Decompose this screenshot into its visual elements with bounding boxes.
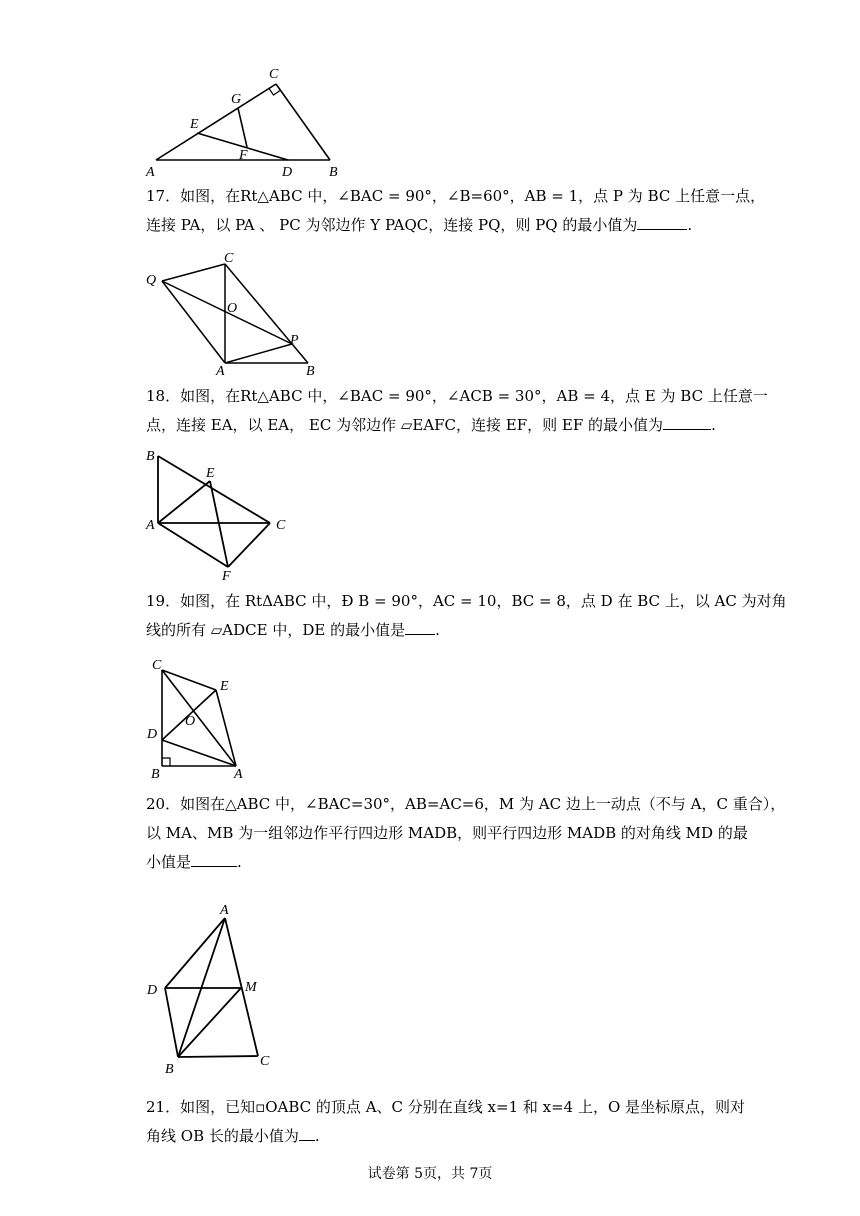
label-d: D — [147, 983, 158, 998]
question-19-line-2-text: 线的所有 ▱ADCE 中，DE 的最小值是 — [146, 621, 406, 639]
label-b: B — [146, 449, 155, 464]
label-f: F — [239, 148, 248, 163]
answer-blank — [299, 1124, 315, 1141]
label-a: A — [234, 767, 243, 782]
figure-triangle-acb — [140, 62, 350, 180]
label-m: M — [245, 980, 257, 995]
label-a: A — [220, 903, 229, 918]
answer-blank — [663, 413, 711, 430]
question-21-end: . — [314, 1127, 320, 1145]
label-c: C — [276, 518, 286, 533]
question-21-line-2-text: 角线 OB 长的最小值为 — [146, 1127, 299, 1145]
question-19-line-2 — [146, 616, 726, 645]
question-17-line-1: 17．如图，在Rt△ABC 中，∠BAC = 90°，∠B=60°，AB = 1，点 P 为 BC 上任意一点， — [146, 187, 766, 205]
label-b: B — [151, 767, 160, 782]
question-21-line-1: 21．如图，已知▫OABC 的顶点 A、C 分别在直线 x=1 和 x=4 上，O 是坐标原点，则对 — [146, 1098, 746, 1116]
question-20-end: . — [237, 853, 242, 871]
label-c: C — [269, 67, 279, 82]
label-e: E — [220, 679, 229, 694]
label-d: D — [282, 165, 293, 180]
label-o: O — [227, 301, 238, 316]
label-a: A — [146, 165, 155, 180]
label-p: P — [290, 333, 299, 348]
label-g: G — [231, 92, 242, 107]
label-f: F — [222, 569, 231, 584]
question-20 — [146, 790, 786, 877]
label-o: O — [185, 714, 196, 729]
label-c: C — [224, 251, 234, 266]
question-21-line-2 — [146, 1122, 726, 1151]
label-e: E — [190, 117, 199, 132]
figure-parallelogram-adce — [140, 654, 260, 782]
label-b: B — [306, 364, 315, 379]
question-17-line-2-text: 连接 PA，以 PA 、 PC 为邻边作 Y PAQC，连接 PQ，则 PQ 的最小值为 — [146, 216, 638, 234]
question-17-line-2 — [146, 211, 726, 240]
question-18-line-1: 18．如图，在Rt△ABC 中，∠BAC = 90°，∠ACB = 30°，AB = 4，点 E 为 BC 上任意一 — [146, 387, 768, 405]
figure-parallelogram-eafc — [140, 446, 300, 584]
answer-blank — [405, 618, 435, 635]
question-18-end: . — [711, 416, 716, 434]
question-21 — [146, 1093, 746, 1151]
label-e: E — [206, 466, 215, 481]
question-20-line-1: 20．如图在△ABC 中，∠BAC=30°，AB=AC=6，M 为 AC 边上一动点（不与 A，C 重合）， — [146, 795, 786, 813]
question-20-line-3 — [146, 848, 726, 877]
question-20-line-3-text: 小值是 — [146, 853, 192, 871]
label-d: D — [147, 727, 158, 742]
label-b: B — [329, 165, 338, 180]
figure-parallelogram-paqc — [140, 248, 330, 380]
answer-blank — [637, 213, 687, 230]
question-18 — [146, 382, 768, 440]
label-c: C — [260, 1054, 270, 1069]
question-18-line-2 — [146, 411, 726, 440]
question-17-end: . — [687, 216, 693, 234]
question-19-end: . — [435, 621, 440, 639]
answer-blank — [191, 850, 237, 867]
question-17 — [146, 182, 766, 240]
label-q: Q — [146, 273, 157, 288]
figure-parallelogram-madb — [140, 897, 280, 1079]
label-b: B — [165, 1062, 174, 1077]
question-19 — [146, 587, 787, 645]
question-18-line-2-text: 点，连接 EA，以 EA， EC 为邻边作 ▱EAFC，连接 EF，则 EF 的最小值为 — [146, 416, 664, 434]
page-footer: 试卷第 5页，共 7页 — [367, 1166, 493, 1182]
question-20-line-2: 以 MA、MB 为一组邻边作平行四边形 MADB，则平行四边形 MADB 的对角线 MD 的最 — [146, 824, 748, 842]
label-c: C — [152, 658, 162, 673]
label-a: A — [146, 518, 155, 533]
label-a: A — [216, 364, 225, 379]
question-19-line-1: 19．如图，在 RtΔABC 中，Ð B = 90°，AC = 10，BC = 8，点 D 在 BC 上，以 AC 为对角 — [146, 592, 787, 610]
